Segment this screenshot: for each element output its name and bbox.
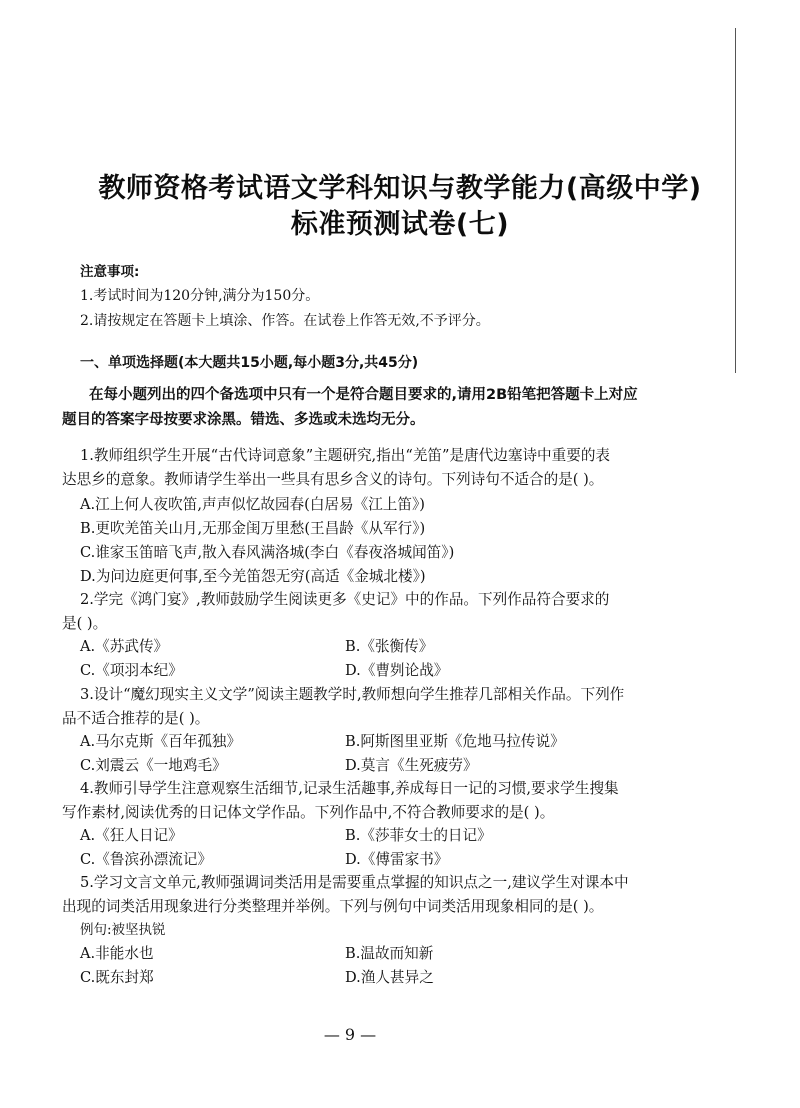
question-5-stem-line-2: 出现的词类活用现象进行分类整理并举例。下列与例句中词类活用现象相同的是( )。: [62, 898, 604, 915]
question-2-stem-line-1: 2.学完《鸿门宴》,教师鼓励学生阅读更多《史记》中的作品。下列作品符合要求的: [80, 591, 610, 608]
question-2-option-d: D.《曹刿论战》: [345, 662, 449, 679]
question-1-option-a: A.江上何人夜吹笛,声声似忆故园春(白居易《江上笛》): [80, 496, 425, 513]
question-1-option-d: D.为问边庭更何事,至今羌笛怨无穷(高适《金城北楼》): [80, 568, 426, 585]
section-instruction-line-1: 在每小题列出的四个备选项中只有一个是符合题目要求的,请用2B铅笔把答题卡上对应: [89, 387, 638, 403]
question-5-stem-line-1: 5.学习文言文单元,教师强调词类活用是需要重点掌握的知识点之一,建议学生对课本中: [80, 874, 629, 891]
question-3-stem-line-1: 3.设计“魔幻现实主义文学”阅读主题教学时,教师想向学生推荐几部相关作品。下列作: [80, 686, 625, 703]
question-4-option-a: A.《狂人日记》: [80, 827, 183, 844]
notice-item-1: 1.考试时间为120分钟,满分为150分。: [80, 288, 320, 304]
question-5-option-c: C.既东封郑: [80, 969, 154, 986]
question-3-stem-line-2: 品不适合推荐的是( )。: [62, 710, 210, 727]
question-3-option-c: C.刘震云《一地鸡毛》: [80, 757, 227, 774]
question-4-stem-line-1: 4.教师引导学生注意观察生活细节,记录生活趣事,养成每日一记的习惯,要求学生搜集: [80, 780, 619, 797]
question-5-option-d: D.渔人甚异之: [345, 969, 434, 986]
question-4-option-d: D.《傅雷家书》: [345, 851, 449, 868]
question-2-stem-line-2: 是( )。: [62, 615, 108, 632]
question-4-option-b: B.《莎菲女士的日记》: [345, 827, 492, 844]
question-5-option-a: A.非能水也: [80, 945, 154, 962]
exam-title-line-1: 教师资格考试语文学科知识与教学能力(高级中学): [98, 173, 702, 204]
question-5-example: 例句:被坚执锐: [80, 922, 166, 938]
page-number: — 9 —: [323, 1025, 377, 1044]
question-1-stem-line-2: 达思乡的意象。教师请学生举出一些具有思乡含义的诗句。下列诗句不适合的是( )。: [62, 471, 604, 488]
question-1-option-b: B.更吹羌笛关山月,无那金闺万里愁(王昌龄《从军行》): [80, 520, 426, 537]
question-1-stem-line-1: 1.教师组织学生开展“古代诗词意象”主题研究,指出“羌笛”是唐代边塞诗中重要的表: [80, 447, 611, 464]
question-2-option-b: B.《张衡传》: [345, 638, 434, 655]
question-4-stem-line-2: 写作素材,阅读优秀的日记体文学作品。下列作品中,不符合教师要求的是( )。: [62, 804, 555, 821]
exam-title-line-2: 标准预测试卷(七): [290, 209, 510, 240]
question-5-option-b: B.温故而知新: [345, 945, 434, 962]
question-3-option-d: D.莫言《生死疲劳》: [345, 757, 478, 774]
question-3-option-b: B.阿斯图里亚斯《危地马拉传说》: [345, 733, 565, 750]
question-4-option-c: C.《鲁滨孙漂流记》: [80, 851, 213, 868]
question-1-option-c: C.谁家玉笛暗飞声,散入春风满洛城(李白《春夜洛城闻笛》): [80, 544, 455, 561]
question-2-option-c: C.《项羽本纪》: [80, 662, 183, 679]
question-2-option-a: A.《苏武传》: [80, 638, 169, 655]
notice-item-2: 2.请按规定在答题卡上填涂、作答。在试卷上作答无效,不予评分。: [80, 313, 490, 329]
section-heading: 一、单项选择题(本大题共15小题,每小题3分,共45分): [80, 355, 419, 371]
question-3-option-a: A.马尔克斯《百年孤独》: [80, 733, 242, 750]
section-instruction-line-2: 题目的答案字母按要求涂黑。错选、多选或未选均无分。: [62, 412, 425, 428]
notice-heading: 注意事项:: [80, 264, 140, 280]
